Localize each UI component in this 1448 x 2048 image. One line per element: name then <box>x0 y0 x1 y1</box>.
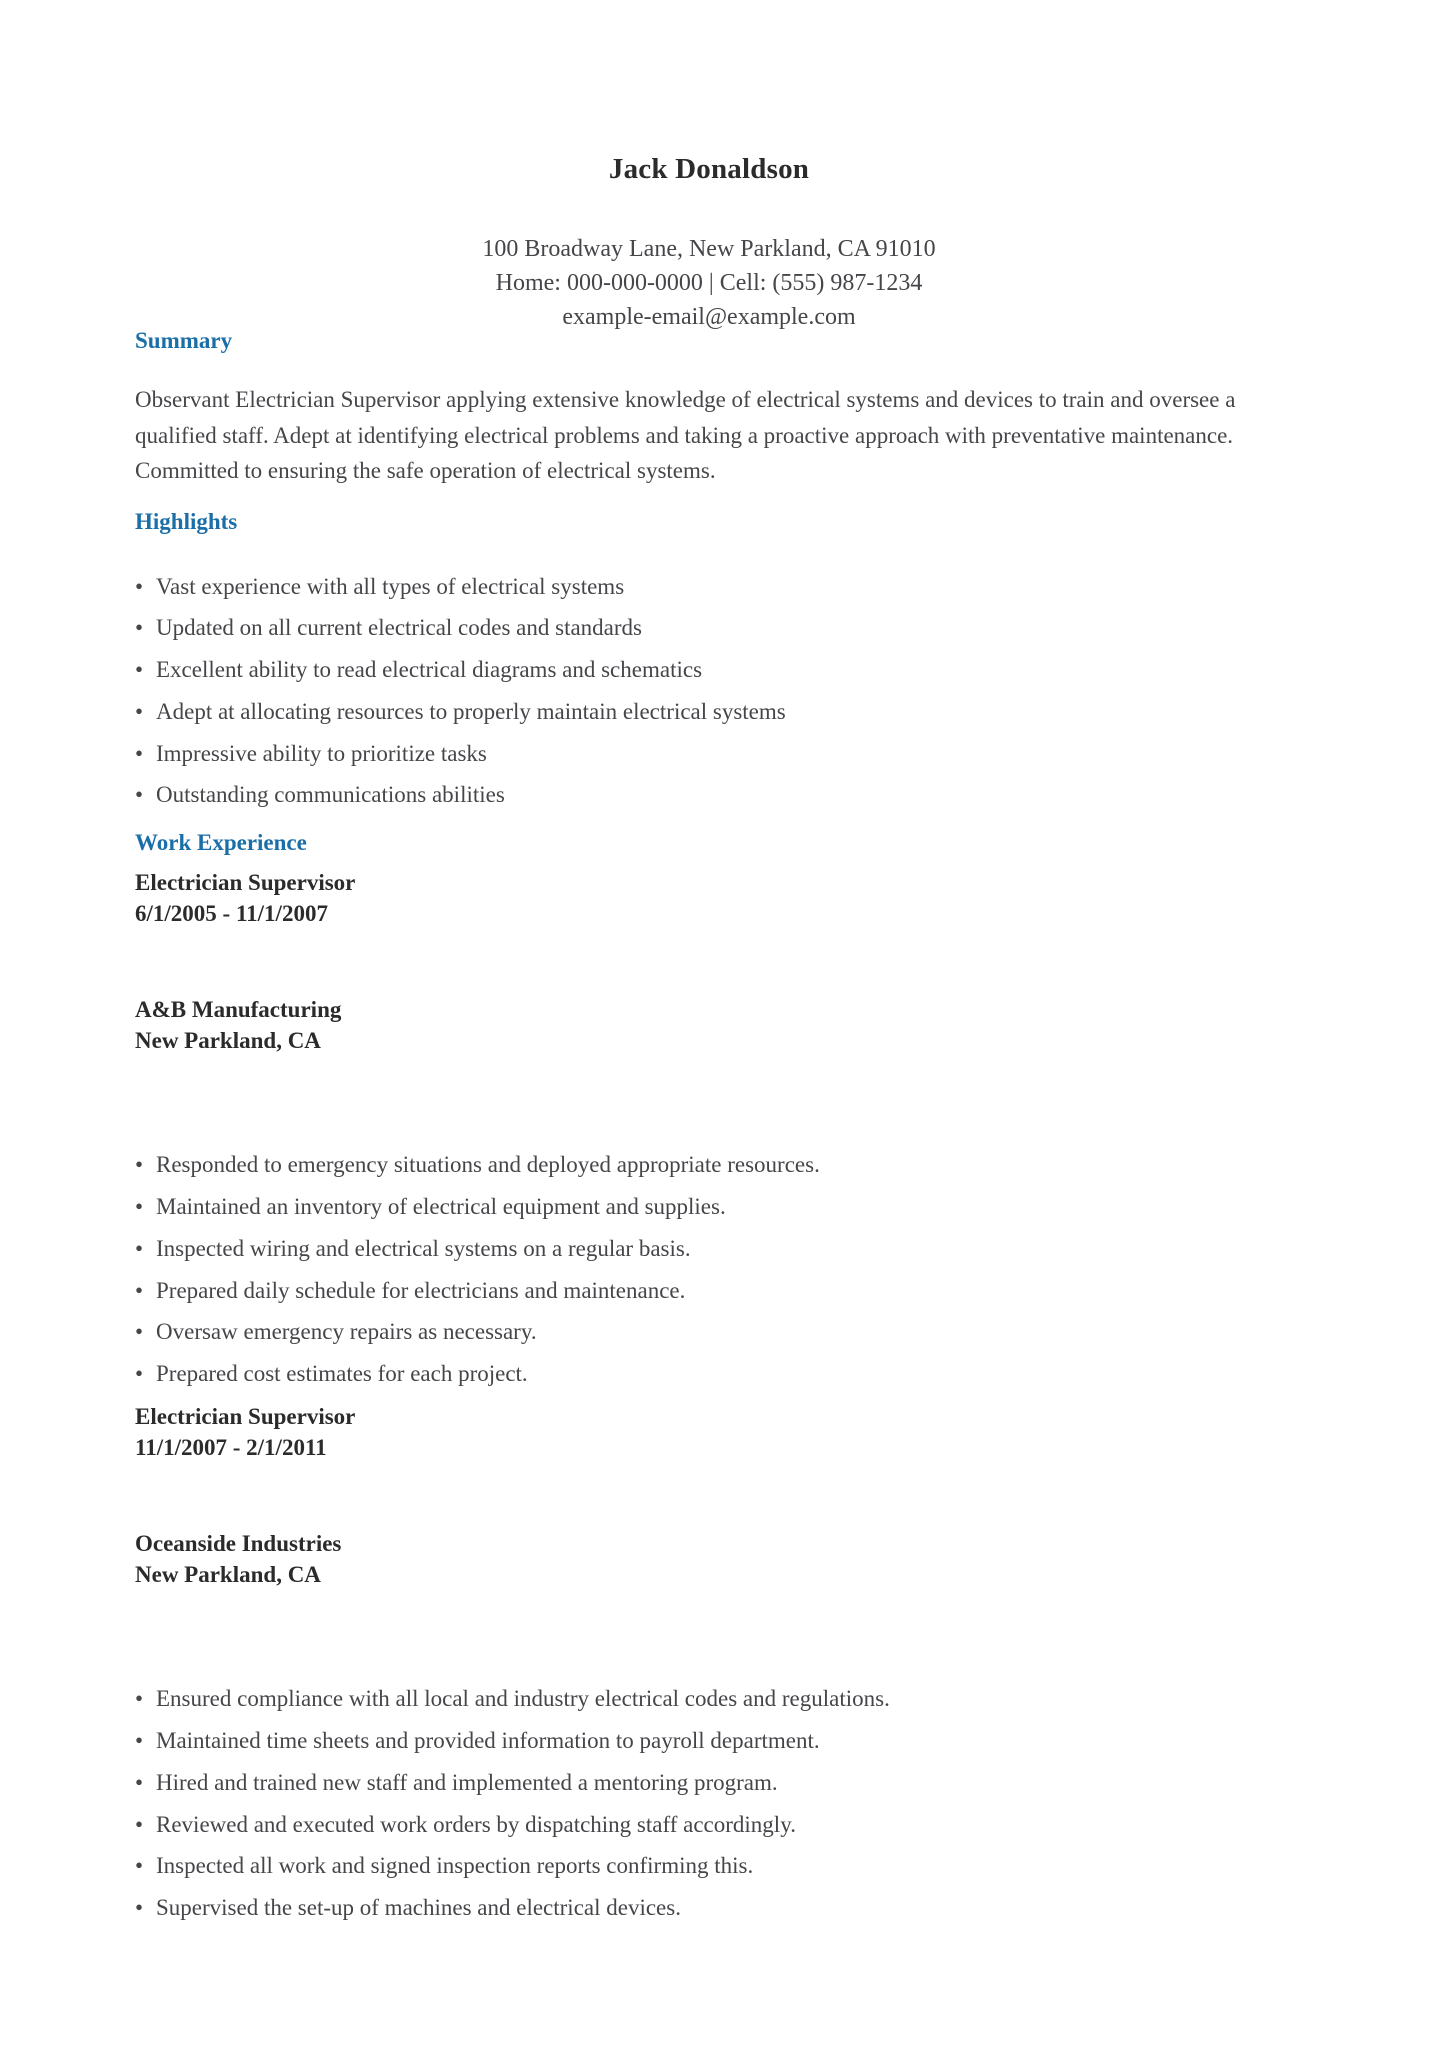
list-item: • Inspected all work and signed inspection reports confirming this. <box>135 1852 1283 1881</box>
list-item: • Excellent ability to read electrical diagrams and schematics <box>135 656 1283 685</box>
job-company: A&B Manufacturing <box>135 997 342 1023</box>
job-title: Electrician Supervisor <box>135 870 356 896</box>
list-item: • Outstanding communications abilities <box>135 781 1283 810</box>
job-title: Electrician Supervisor <box>135 1403 356 1429</box>
list-item: • Responded to emergency situations and deployed appropriate resources. <box>135 1151 1283 1180</box>
list-item: • Oversaw emergency repairs as necessary. <box>135 1318 1283 1347</box>
highlights-list <box>135 573 1283 811</box>
job-company: Oceanside Industries <box>135 1531 342 1557</box>
job-dates: 11/1/2007 - 2/1/2011 <box>135 1434 327 1460</box>
contact-info <box>135 232 1283 334</box>
section-heading-highlights: Highlights <box>135 508 238 534</box>
contact-address: 100 Broadway Lane, New Parkland, CA 91010 <box>482 235 936 262</box>
list-item: • Adept at allocating resources to properly maintain electrical systems <box>135 698 1283 727</box>
resume-header <box>135 0 1283 334</box>
contact-phones: Home: 000-000-0000 | Cell: (555) 987-1234 <box>495 269 923 296</box>
candidate-name: Jack Donaldson <box>608 153 810 185</box>
list-item: • Impressive ability to prioritize tasks <box>135 740 1283 769</box>
job-location: New Parkland, CA <box>135 1561 321 1587</box>
list-item: • Maintained time sheets and provided information to payroll department. <box>135 1727 1283 1756</box>
job-dates: 6/1/2005 - 11/1/2007 <box>135 900 328 926</box>
contact-email: example-email@example.com <box>562 303 856 330</box>
list-item: • Vast experience with all types of electrical systems <box>135 573 1283 602</box>
list-item: • Maintained an inventory of electrical equipment and supplies. <box>135 1193 1283 1222</box>
list-item: • Inspected wiring and electrical systems on a regular basis. <box>135 1235 1283 1264</box>
job-duties-list <box>135 1151 1283 1389</box>
experience-entry-2 <box>135 1402 1283 1923</box>
list-item: • Updated on all current electrical codes and standards <box>135 614 1283 643</box>
list-item: • Prepared daily schedule for electricians and maintenance. <box>135 1277 1283 1306</box>
list-item: • Supervised the set-up of machines and electrical devices. <box>135 1894 1283 1923</box>
list-item: • Ensured compliance with all local and industry electrical codes and regulations. <box>135 1685 1283 1714</box>
experience-entry-1 <box>135 868 1283 1389</box>
list-item: • Prepared cost estimates for each project. <box>135 1360 1283 1389</box>
list-item: • Reviewed and executed work orders by dispatching staff accordingly. <box>135 1811 1283 1840</box>
section-heading-summary: Summary <box>135 328 233 354</box>
section-heading-work-experience: Work Experience <box>135 830 307 856</box>
list-item: • Hired and trained new staff and implemented a mentoring program. <box>135 1769 1283 1798</box>
summary-text: Observant Electrician Supervisor applying extensive knowledge of electrical systems and devices to train and oversee a qualified staff. Adept at identifying electrical problems and taking a proactive approach with preventative maintenance. Committed to ensuring the safe operation of electrical systems. <box>135 386 1236 484</box>
job-location: New Parkland, CA <box>135 1027 321 1053</box>
job-duties-list <box>135 1685 1283 1923</box>
